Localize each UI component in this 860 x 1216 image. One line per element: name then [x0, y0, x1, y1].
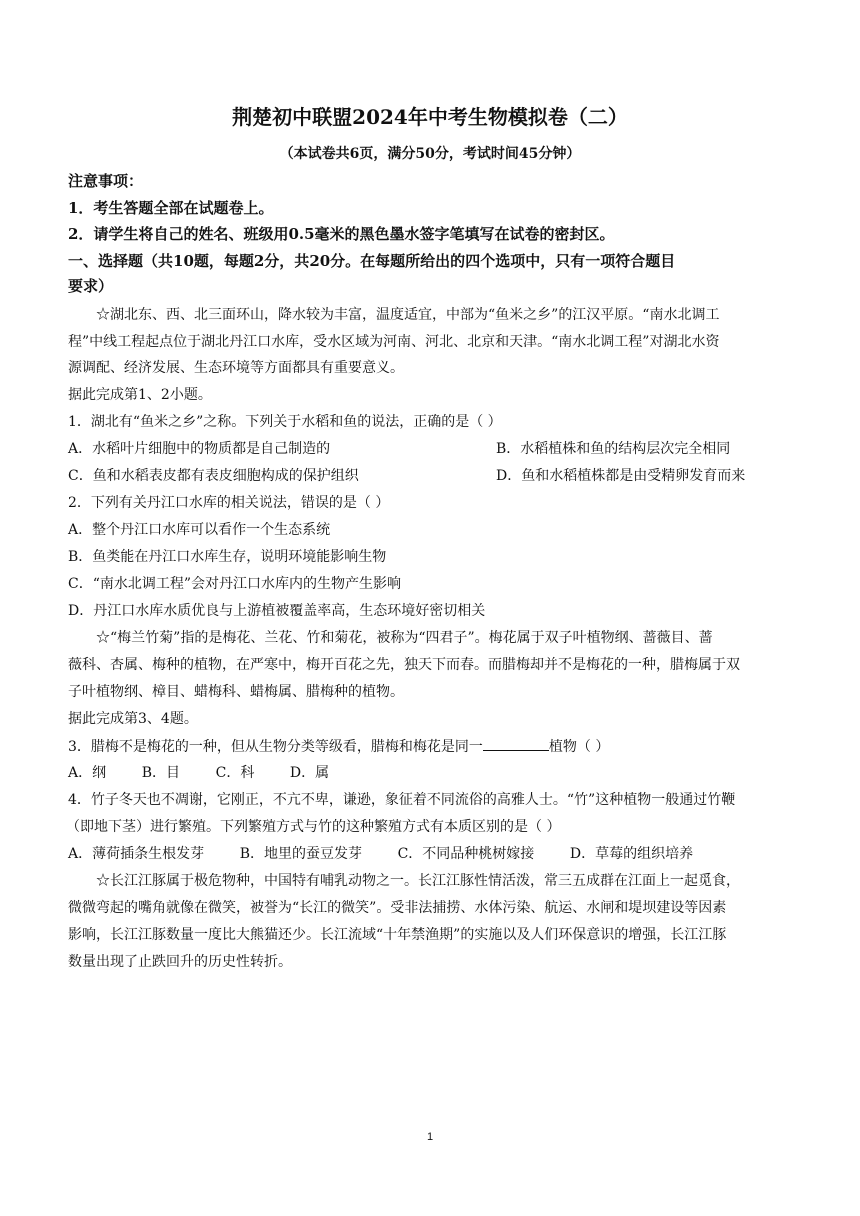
question-options: A．薄荷插条生根发芽 B．地里的蚕豆发芽 C．不同品种桃树嫁接 D．草莓的组织培养: [68, 846, 694, 862]
section-heading-cont: 要求）: [68, 277, 114, 295]
question-options-row: [68, 439, 792, 459]
answer-blank: [483, 736, 549, 751]
option-d: D．丹江口水库水质优良与上游植被覆盖率高，生态环境好密切相关: [68, 603, 486, 619]
passage-instruction: 据此完成第1、2小题。: [68, 387, 212, 403]
option-b: B．水稻植株和鱼的结构层次完全相同: [496, 441, 731, 457]
question-options-row: [68, 466, 792, 486]
passage-line: ☆“梅兰竹菊”指的是梅花、兰花、竹和菊花，被称为“四君子”。梅花属于双子叶植物纲、蔷薇目、蔷: [96, 630, 713, 646]
passage-line: ☆湖北东、西、北三面环山，降水较为丰富，温度适宜，中部为“鱼米之乡”的江汉平原。“南水北调工: [96, 307, 720, 323]
option-a: A．整个丹江口水库可以看作一个生态系统: [68, 522, 331, 538]
notice-item: 1．考生答题全部在试题卷上。: [68, 199, 274, 217]
question-stem: 4．竹子冬天也不凋谢，它刚正，不亢不卑，谦逊，象征着不同流俗的高雅人士。“竹”这种植物一般通过竹鞭: [68, 792, 736, 808]
question-stem: 2．下列有关丹江口水库的相关说法，错误的是（ ）: [68, 495, 390, 511]
notice-heading: 注意事项：: [68, 172, 144, 190]
page-number: 1: [426, 1131, 434, 1143]
passage-line: 微微弯起的嘴角就像在微笑，被誉为“长江的微笑”。受非法捕捞、水体污染、航运、水闸和堤坝建设等因素: [68, 900, 727, 916]
notice-item: 2．请学生将自己的姓名、班级用0.5毫米的黑色墨水签字笔填写在试卷的密封区。: [68, 225, 615, 243]
passage-line: ☆长江江豚属于极危物种，中国特有哺乳动物之一。长江江豚性情活泼，常三五成群在江面上一起觅食，: [96, 873, 740, 889]
passage-instruction: 据此完成第3、4题。: [68, 711, 198, 727]
option-a: A．水稻叶片细胞中的物质都是自己制造的: [68, 441, 331, 457]
passage-line: 子叶植物纲、樟目、蜡梅科、蜡梅属、腊梅种的植物。: [68, 684, 404, 700]
option-c: C．鱼和水稻表皮都有表皮细胞构成的保护组织: [68, 468, 359, 484]
passage-line: 数量出现了止跌回升的历史性转折。: [68, 954, 292, 970]
question-options: A．纲 B．目 C．科 D．属: [68, 765, 330, 781]
passage-line: 影响，长江江豚数量一度比大熊猫还少。长江流域“十年禁渔期”的实施以及人们环保意识的增强，长江江豚: [68, 927, 727, 943]
option-d: D．鱼和水稻植株都是由受精卵发育而来: [496, 468, 746, 484]
option-c: C．“南水北调工程”会对丹江口水库内的生物产生影响: [68, 576, 402, 592]
stem-text-end: 植物（ ）: [548, 739, 610, 755]
question-stem-cont: （即地下茎）进行繁殖。下列繁殖方式与竹的这种繁殖方式有本质区别的是（ ）: [66, 819, 561, 835]
question-stem: [68, 736, 609, 757]
section-heading: 一、选择题（共10题，每题2分，共20分。在每题所给出的四个选项中，只有一项符合题目: [68, 252, 676, 270]
option-b: B．鱼类能在丹江口水库生存，说明环境能影响生物: [68, 549, 387, 565]
passage-line: 薇科、杏属、梅种的植物，在严寒中，梅开百花之先，独天下而春。而腊梅却并不是梅花的一种，腊梅属于双: [68, 657, 740, 673]
page-title: 荆楚初中联盟2024年中考生物模拟卷（二）: [232, 105, 628, 129]
passage-line: 源调配、经济发展、生态环境等方面都具有重要意义。: [68, 360, 404, 376]
question-stem: 1．湖北有“鱼米之乡”之称。下列关于水稻和鱼的说法，正确的是（ ）: [68, 414, 502, 430]
page-subtitle: （本试卷共6页，满分50分，考试时间45分钟）: [279, 146, 581, 162]
stem-text: 3．腊梅不是梅花的一种，但从生物分类等级看，腊梅和梅花是同一: [68, 739, 483, 755]
passage-line: 程”中线工程起点位于湖北丹江口水库，受水区域为河南、河北、北京和天津。“南水北调工程”对湖北水资: [68, 334, 720, 350]
